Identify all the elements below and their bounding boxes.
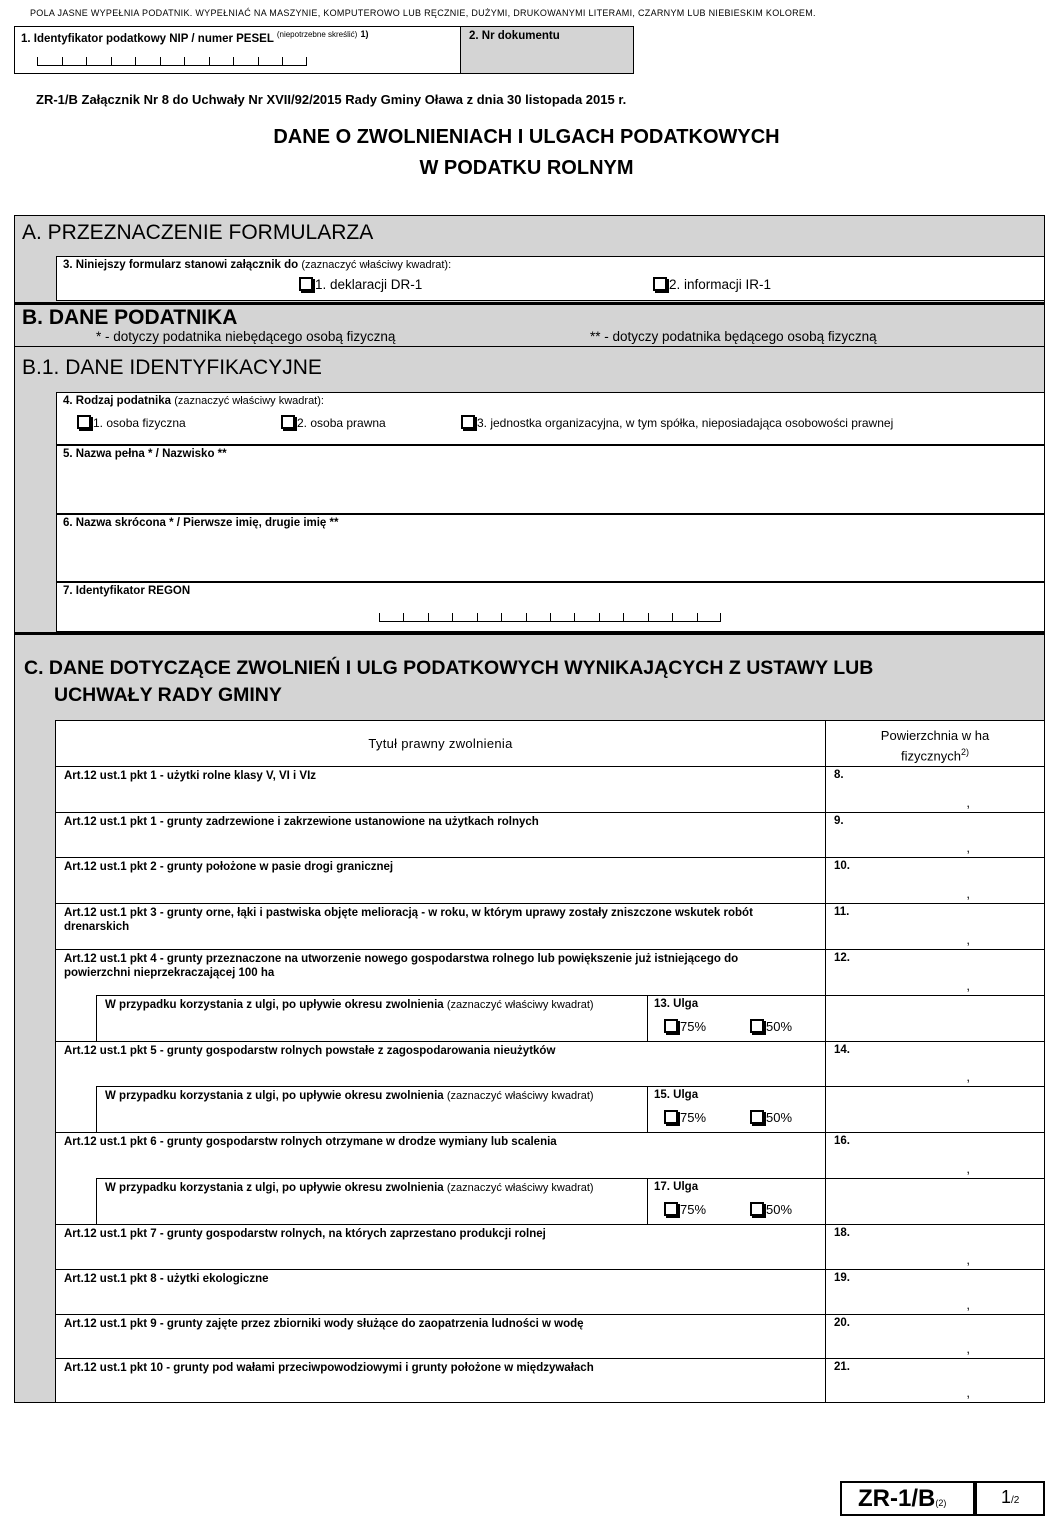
table-row: Art.12 ust.1 pkt 3 - grunty orne, łąki i pastwiska objęte melioracją - w roku, w którym uprawy zostały zniszczone wskutek robót drenarskich [55, 903, 826, 950]
area-field-20[interactable]: 20. , [825, 1314, 1045, 1359]
section-b-note-1: * - dotyczy podatnika niebędącego osobą fizyczną [96, 329, 396, 344]
field-3-hint: (zaznaczyć właściwy kwadrat): [301, 259, 452, 271]
page-total: /2 [1011, 1495, 1020, 1506]
section-b-title: B. DANE PODATNIKA [22, 306, 238, 329]
area-field-14[interactable]: 14. , [825, 1041, 1045, 1087]
table-row: Art.12 ust.1 pkt 8 - użytki ekologiczne [55, 1269, 826, 1315]
area-field-9[interactable]: 9. , [825, 812, 1045, 858]
checkbox-ulga-17-75[interactable] [664, 1202, 678, 1216]
area-field-10[interactable]: 10. , [825, 857, 1045, 904]
area-field-11[interactable]: 11. , [825, 903, 1045, 950]
col-area-label-1: Powierzchnia w ha [880, 728, 990, 743]
top-note: POLA JASNE WYPEŁNIA PODATNIK. WYPEŁNIAĆ NA MASZYNIE, KOMPUTEROWO LUB RĘCZNIE, DUŻYMI, DRUKOWANYMI LITERAMI, CZARNYM LUB NIEBIESKIM KOLOREM. [30, 8, 816, 18]
field-7-box[interactable] [56, 582, 1045, 632]
checkbox-dr1[interactable] [299, 277, 313, 291]
ulga-15-box: 15. Ulga 75% 50% [647, 1086, 826, 1133]
ulga-row-left [55, 1178, 97, 1225]
area-field-19[interactable]: 19. , [825, 1269, 1045, 1315]
document-number-label: 2. Nr dokumentu [469, 30, 560, 42]
option-jednostka[interactable]: 3. jednostka organizacyjna, w tym spółka, nieposiadająca osobowości prawnej [461, 415, 893, 430]
col-area-ref: 2) [960, 747, 969, 757]
field-3-box [56, 256, 1045, 301]
area-field-18[interactable]: 18. , [825, 1224, 1045, 1270]
form-code: ZR-1/B [858, 1485, 936, 1512]
ulga-15-area-blank [825, 1086, 1045, 1133]
field-4-box [56, 392, 1045, 445]
section-c-title-line1: C. DANE DOTYCZĄCE ZWOLNIEŃ I ULG PODATKOWYCH WYNIKAJĄCYCH Z USTAWY LUB [24, 657, 874, 679]
area-field-21[interactable]: 21. , [825, 1358, 1045, 1403]
option-osoba-prawna[interactable]: 2. osoba prawna [281, 415, 386, 430]
ulga-17-50[interactable]: 50% [750, 1202, 792, 1217]
nip-digit-boxes [37, 57, 307, 66]
field-6-box[interactable] [56, 514, 1045, 582]
section-a-title: A. PRZEZNACZENIE FORMULARZA [22, 221, 374, 244]
ulga-row-text: W przypadku korzystania z ulgi, po upływie okresu zwolnienia (zaznaczyć właściwy kwadrat) [96, 1178, 648, 1225]
table-row: Art.12 ust.1 pkt 1 - grunty zadrzewione i zakrzewione ustanowione na użytkach rolnych [55, 812, 826, 858]
form-title-line1: DANE O ZWOLNIENIACH I ULGACH PODATKOWYCH [273, 126, 780, 148]
field-4-hint: (zaznaczyć właściwy kwadrat): [174, 395, 324, 407]
ulga-row-text: W przypadku korzystania z ulgi, po upływie okresu zwolnienia (zaznaczyć właściwy kwadrat) [96, 995, 648, 1042]
section-c-title [24, 655, 873, 709]
table-header-area [825, 720, 1045, 767]
table-row: Art.12 ust.1 pkt 9 - grunty zajęte przez zbiorniki wody służące do zaopatrzenia ludności w wodę [55, 1314, 826, 1359]
checkbox-ulga-13-75[interactable] [664, 1019, 678, 1033]
field-5-label: 5. Nazwa pełna * / Nazwisko ** [63, 448, 227, 460]
col-area-label-2: fizycznych [901, 748, 961, 764]
ulga-15-50[interactable]: 50% [750, 1110, 792, 1125]
area-field-12[interactable]: 12. , [825, 949, 1045, 996]
form-title [0, 122, 1053, 184]
section-c-title-line2: UCHWAŁY RADY GMINY [54, 684, 282, 706]
table-row: Art.12 ust.1 pkt 7 - grunty gospodarstw rolnych, na których zaprzestano produkcji rolnej [55, 1224, 826, 1270]
ulga-17-box: 17. Ulga 75% 50% [647, 1178, 826, 1225]
ulga-row-left [55, 1086, 97, 1133]
field-6-label: 6. Nazwa skrócona * / Pierwsze imię, drugie imię ** [63, 517, 339, 529]
checkbox-ir1[interactable] [653, 277, 667, 291]
section-divider [14, 302, 1045, 305]
table-row: Art.12 ust.1 pkt 2 - grunty położone w pasie drogi granicznej [55, 857, 826, 904]
page-number: 1 [1001, 1487, 1012, 1507]
area-field-8[interactable]: 8. , [825, 766, 1045, 813]
ulga-13-75[interactable]: 75% [664, 1019, 706, 1034]
field-4-label: 4. Rodzaj podatnika [63, 395, 171, 407]
field-3-label: 3. Niniejszy formularz stanowi załącznik do [63, 259, 299, 271]
table-row: Art.12 ust.1 pkt 10 - grunty pod wałami przeciwpowodziowymi i grunty położone w międzywałach [55, 1358, 826, 1403]
ulga-13-50[interactable]: 50% [750, 1019, 792, 1034]
ulga-17-area-blank [825, 1178, 1045, 1225]
option-ir1[interactable]: 2. informacji IR-1 [653, 277, 771, 292]
form-title-line2: W PODATKU ROLNYM [419, 157, 634, 179]
form-code-box [840, 1481, 975, 1516]
ulga-15-75[interactable]: 75% [664, 1110, 706, 1125]
nip-pesel-ref: 1) [360, 29, 369, 39]
regon-digit-boxes [379, 613, 721, 622]
ulga-row-left [55, 995, 97, 1042]
table-header-title [55, 720, 826, 767]
nip-pesel-label: 1. Identyfikator podatkowy NIP / numer PESEL [21, 32, 274, 45]
table-row: Art.12 ust.1 pkt 4 - grunty przeznaczone na utworzenie nowego gospodarstwa rolnego lub powiększenie już istniejącego do powierzchni nieprzekraczającej 100 ha [55, 949, 826, 996]
table-row: Art.12 ust.1 pkt 6 - grunty gospodarstw rolnych otrzymane w drodze wymiany lub scalenia [55, 1132, 826, 1179]
ulga-13-area-blank [825, 995, 1045, 1042]
option-osoba-fizyczna[interactable]: 1. osoba fizyczna [77, 415, 186, 430]
section-b1-title: B.1. DANE IDENTYFIKACYJNE [22, 356, 322, 379]
checkbox-ulga-13-50[interactable] [750, 1019, 764, 1033]
checkbox-jednostka[interactable] [461, 415, 475, 429]
form-code-sub: (2) [935, 1498, 947, 1508]
document-number-field [460, 26, 634, 74]
ulga-17-75[interactable]: 75% [664, 1202, 706, 1217]
checkbox-ulga-17-50[interactable] [750, 1202, 764, 1216]
field-5-box[interactable] [56, 445, 1045, 514]
section-b-note-2: ** - dotyczy podatnika będącego osobą fizyczną [590, 329, 877, 344]
field-7-label: 7. Identyfikator REGON [63, 585, 191, 597]
col-title-label: Tytuł prawny zwolnienia [368, 736, 513, 751]
table-row: Art.12 ust.1 pkt 5 - grunty gospodarstw rolnych powstałe z zagospodarowania nieużytków [55, 1041, 826, 1087]
ulga-row-text: W przypadku korzystania z ulgi, po upływie okresu zwolnienia (zaznaczyć właściwy kwadrat) [96, 1086, 648, 1133]
checkbox-osoba-prawna[interactable] [281, 415, 295, 429]
ulga-13-box: 13. Ulga 75% 50% [647, 995, 826, 1042]
table-row: Art.12 ust.1 pkt 1 - użytki rolne klasy V, VI i VIz [55, 766, 826, 813]
option-dr1[interactable]: 1. deklaracji DR-1 [299, 277, 422, 292]
page-number-box [975, 1481, 1045, 1516]
checkbox-osoba-fizyczna[interactable] [77, 415, 91, 429]
nip-pesel-field[interactable] [14, 26, 460, 74]
annex-line: ZR-1/B Załącznik Nr 8 do Uchwały Nr XVII/92/2015 Rady Gminy Oława z dnia 30 listopada 2015 r. [36, 92, 627, 107]
checkbox-ulga-15-50[interactable] [750, 1110, 764, 1124]
area-field-16[interactable]: 16. , [825, 1132, 1045, 1179]
checkbox-ulga-15-75[interactable] [664, 1110, 678, 1124]
nip-pesel-note: (niepotrzebne skreślić) [276, 30, 358, 39]
